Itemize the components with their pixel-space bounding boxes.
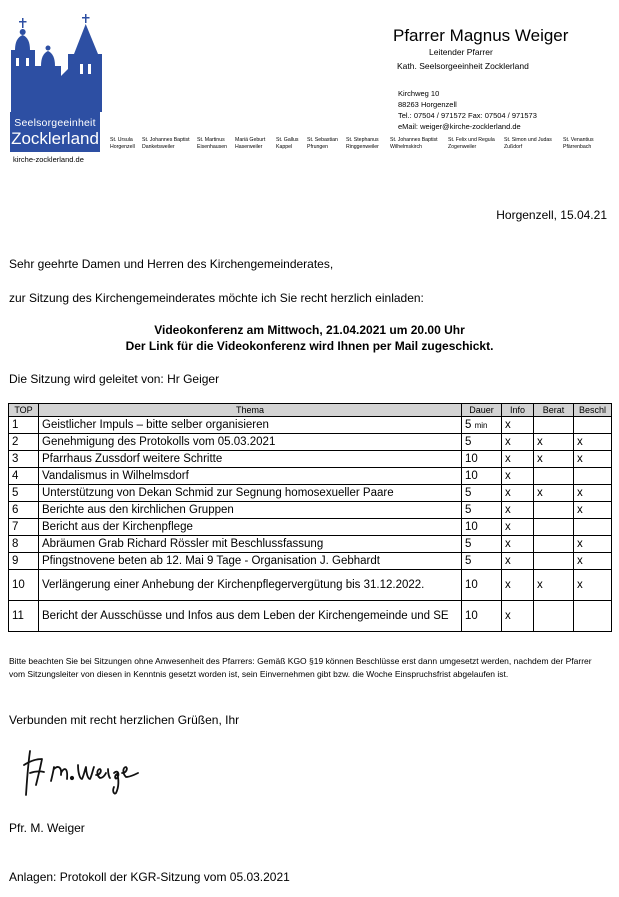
logo-banner xyxy=(10,112,100,152)
table-row xyxy=(9,468,612,485)
cell-dauer: 10 xyxy=(462,570,502,601)
signature-icon xyxy=(20,745,145,800)
cell-dauer: 5 xyxy=(462,553,502,570)
legal-note: Bitte beachten Sie bei Sitzungen ohne Anwesenheit des Pfarrers: Gemäß KGO §19 können Beschlüsse erst dann umgesetzt werden, nachdem der Pfarrer vom Sitzungsleiter von diesen in Kenntnis gesetzt worden ist, sein Einvernehmen gibt bzw. die Woche Einspruchsfrist abgelaufen ist. xyxy=(9,656,592,679)
cell-thema: Bericht der Ausschüsse und Infos aus dem Leben der Kirchengemeinde und SE xyxy=(39,601,462,632)
cell-dauer: 5 xyxy=(462,536,502,553)
cell-top: 6 xyxy=(9,502,39,519)
cell-dauer: 10 xyxy=(462,519,502,536)
cell-info: x xyxy=(502,536,534,553)
cell-beschl: x xyxy=(574,485,612,502)
col-header-top: TOP xyxy=(9,404,39,417)
cell-thema: Geistlicher Impuls – bitte selber organisieren xyxy=(39,417,462,434)
logo-text-line2: Zocklerland xyxy=(11,129,99,148)
cell-thema: Unterstützung von Dekan Schmid zur Segnung homosexueller Paare xyxy=(39,485,462,502)
cell-info: x xyxy=(502,451,534,468)
logo-text-line1: Seelsorgeeinheit xyxy=(14,117,96,129)
table-row xyxy=(9,536,612,553)
cell-top: 8 xyxy=(9,536,39,553)
table-row xyxy=(9,519,612,536)
cell-berat: x xyxy=(534,451,574,468)
sender-phone: Tel.: 07504 / 971572 Fax: 07504 / 971573 xyxy=(398,111,537,120)
church-item: St. Felix und Regula Zogenweiler xyxy=(448,137,495,150)
cell-beschl xyxy=(574,519,612,536)
cell-thema: Verlängerung einer Anhebung der Kirchenpflegervergütung bis 31.12.2022. xyxy=(39,570,462,601)
cell-info: x xyxy=(502,434,534,451)
cell-berat: x xyxy=(534,485,574,502)
table-row xyxy=(9,417,612,434)
meeting-title: Videokonferenz am Mittwoch, 21.04.2021 um 20.00 Uhr xyxy=(154,323,465,337)
closing-line: Verbunden mit recht herzlichen Grüßen, Ihr xyxy=(9,713,240,727)
cell-thema: Pfarrhaus Zussdorf weitere Schritte xyxy=(39,451,462,468)
cell-info: x xyxy=(502,502,534,519)
cell-berat xyxy=(534,468,574,485)
col-header-beschl: Beschl xyxy=(574,404,612,417)
col-header-dauer: Dauer xyxy=(462,404,502,417)
sender-city: 88263 Horgenzell xyxy=(398,100,457,109)
signer-name: Pfr. M. Weiger xyxy=(9,821,85,835)
cell-thema: Berichte aus den kirchlichen Gruppen xyxy=(39,502,462,519)
table-row xyxy=(9,601,612,632)
salutation: Sehr geehrte Damen und Herren des Kirchengemeinderates, xyxy=(9,257,334,271)
cell-berat xyxy=(534,601,574,632)
meeting-link-note: Der Link für die Videokonferenz wird Ihnen per Mail zugeschickt. xyxy=(125,339,494,353)
cell-top: 4 xyxy=(9,468,39,485)
cell-dauer: 5 min xyxy=(462,417,502,434)
cell-thema: Genehmigung des Protokolls vom 05.03.2021 xyxy=(39,434,462,451)
church-item: St. Venantius Pfärrenbach xyxy=(563,137,594,150)
table-row xyxy=(9,485,612,502)
church-item: St. Sebastian Pfrungen xyxy=(307,137,338,150)
church-logo-icon xyxy=(8,14,103,114)
col-header-berat: Berat xyxy=(534,404,574,417)
cell-beschl: x xyxy=(574,536,612,553)
cell-thema: Bericht aus der Kirchenpflege xyxy=(39,519,462,536)
cell-berat xyxy=(534,519,574,536)
cell-berat: x xyxy=(534,434,574,451)
cell-beschl: x xyxy=(574,553,612,570)
cell-thema: Abräumen Grab Richard Rössler mit Beschlussfassung xyxy=(39,536,462,553)
church-item: St. Simon und Judas Zußdorf xyxy=(504,137,552,150)
church-item: St. Stephanus Ringgenweiler xyxy=(346,137,379,150)
sender-unit: Kath. Seelsorgeeinheit Zocklerland xyxy=(397,61,529,71)
cell-beschl: x xyxy=(574,570,612,601)
cell-dauer: 10 xyxy=(462,451,502,468)
sender-email: eMail: weiger@kirche-zocklerland.de xyxy=(398,122,521,131)
church-item: St. Johannes Baptist Wilhelmskirch xyxy=(390,137,438,150)
col-header-thema: Thema xyxy=(39,404,462,417)
cell-top: 10 xyxy=(9,570,39,601)
date-line: Horgenzell, 15.04.21 xyxy=(496,208,607,222)
cell-info: x xyxy=(502,417,534,434)
table-row xyxy=(9,553,612,570)
table-row xyxy=(9,434,612,451)
duration-unit: min xyxy=(474,420,488,430)
cell-berat xyxy=(534,553,574,570)
cell-beschl xyxy=(574,468,612,485)
cell-top: 11 xyxy=(9,601,39,632)
cell-berat xyxy=(534,536,574,553)
sender-street: Kirchweg 10 xyxy=(398,89,440,98)
cell-dauer: 5 xyxy=(462,502,502,519)
invitation-text: zur Sitzung des Kirchengemeinderates möchte ich Sie recht herzlich einladen: xyxy=(9,291,424,305)
church-item: St. Martinus Eisenhausen xyxy=(197,137,227,150)
cell-beschl xyxy=(574,417,612,434)
agenda-table xyxy=(8,403,612,632)
cell-thema: Vandalismus in Wilhelmsdorf xyxy=(39,468,462,485)
cell-thema: Pfingstnovene beten ab 12. Mai 9 Tage - Organisation J. Gebhardt xyxy=(39,553,462,570)
table-row xyxy=(9,502,612,519)
table-header-row xyxy=(9,404,612,417)
cell-info: x xyxy=(502,601,534,632)
table-row xyxy=(9,451,612,468)
cell-berat xyxy=(534,502,574,519)
cell-dauer: 5 xyxy=(462,434,502,451)
cell-beschl: x xyxy=(574,502,612,519)
church-item: St. Gallus Kappel xyxy=(276,137,299,150)
cell-berat xyxy=(534,417,574,434)
cell-berat: x xyxy=(534,570,574,601)
cell-top: 3 xyxy=(9,451,39,468)
table-row xyxy=(9,570,612,601)
cell-top: 2 xyxy=(9,434,39,451)
cell-info: x xyxy=(502,485,534,502)
attachments-line: Anlagen: Protokoll der KGR-Sitzung vom 05.03.2021 xyxy=(9,870,290,884)
cell-beschl xyxy=(574,601,612,632)
cell-info: x xyxy=(502,570,534,601)
cell-dauer: 5 xyxy=(462,485,502,502)
cell-beschl: x xyxy=(574,451,612,468)
cell-dauer: 10 xyxy=(462,601,502,632)
logo-website: kirche-zocklerland.de xyxy=(13,155,84,164)
cell-info: x xyxy=(502,553,534,570)
cell-top: 7 xyxy=(9,519,39,536)
col-header-info: Info xyxy=(502,404,534,417)
cell-beschl: x xyxy=(574,434,612,451)
church-item: Mariä Geburt Haserweiler xyxy=(235,137,266,150)
cell-top: 5 xyxy=(9,485,39,502)
cell-info: x xyxy=(502,468,534,485)
cell-top: 9 xyxy=(9,553,39,570)
sender-name: Pfarrer Magnus Weiger xyxy=(393,26,569,45)
chair-line: Die Sitzung wird geleitet von: Hr Geiger xyxy=(9,372,220,386)
cell-top: 1 xyxy=(9,417,39,434)
cell-info: x xyxy=(502,519,534,536)
sender-role: Leitender Pfarrer xyxy=(429,47,493,57)
church-item: St. Johannes Baptist Danketsweiler xyxy=(142,137,190,150)
cell-dauer: 10 xyxy=(462,468,502,485)
church-item: St. Ursula Horgenzell xyxy=(110,137,135,150)
